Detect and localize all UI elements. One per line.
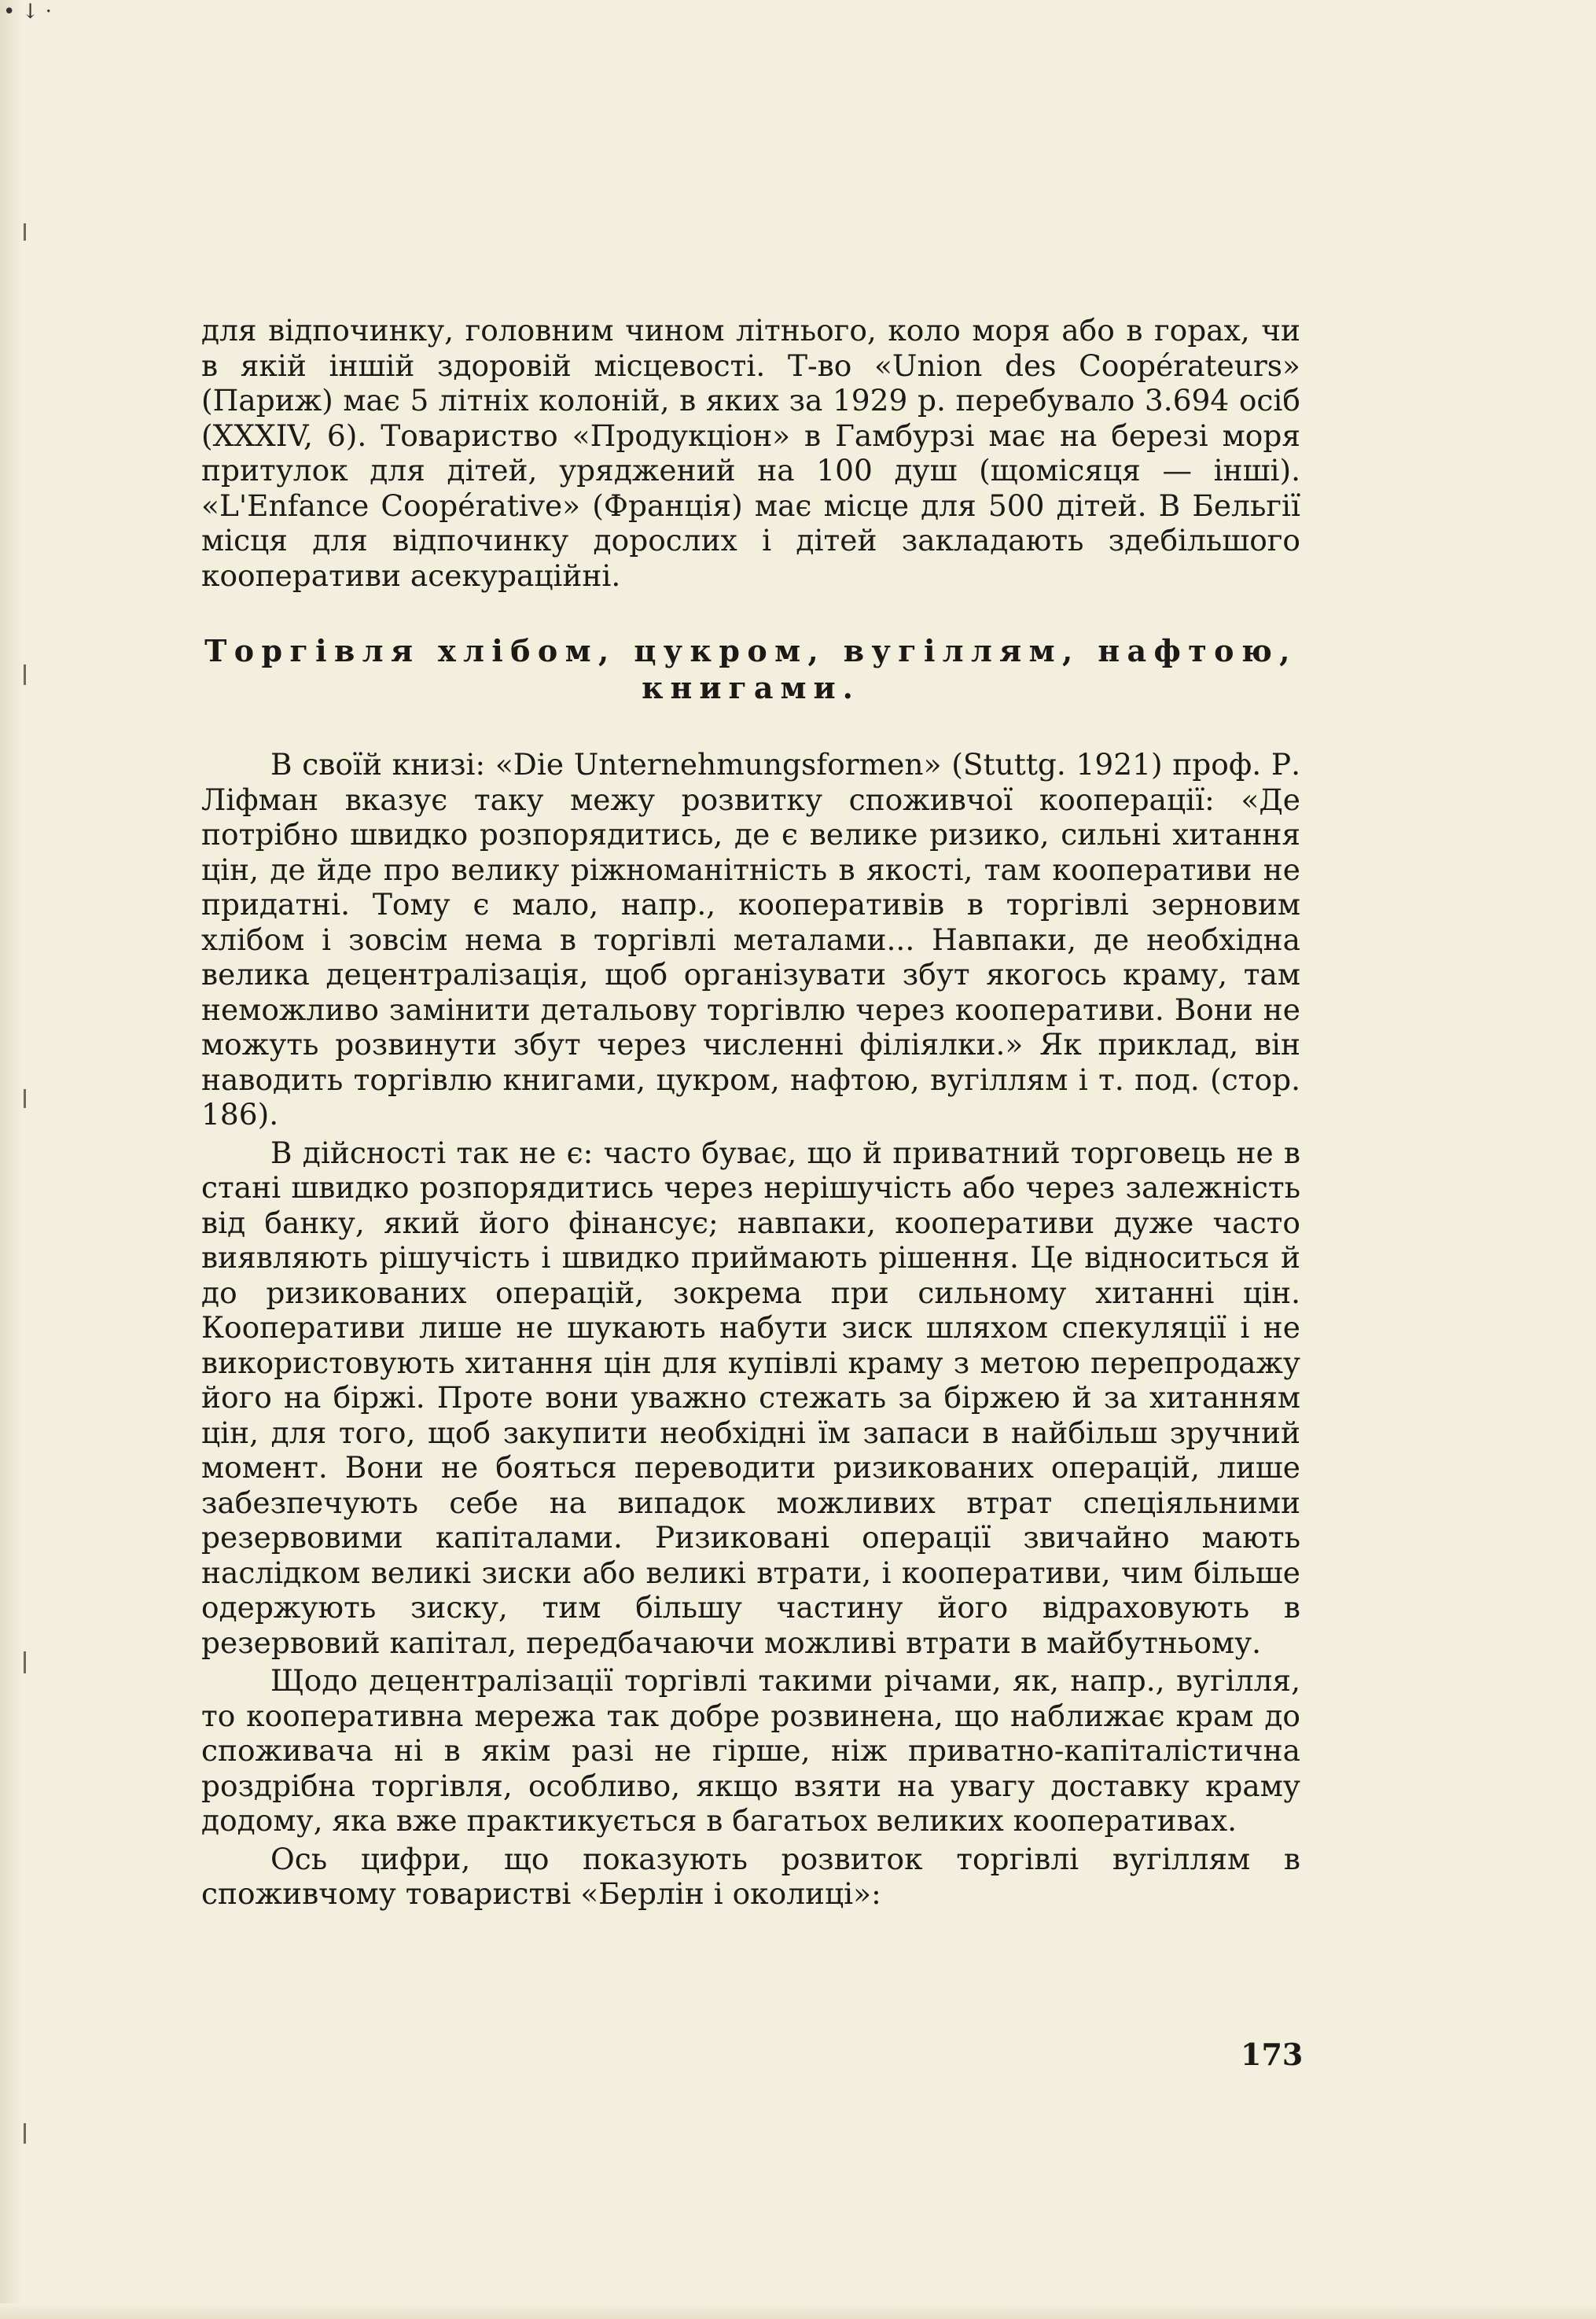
- section-heading-line-2: книгами.: [642, 670, 860, 705]
- paragraph: Ось цифри, що показують розвиток торгівлі вугіллям в споживчому товаристві «Берлін і околиці»:: [201, 1841, 1300, 1911]
- page-left-shadow: [0, 0, 22, 2319]
- margin-tick: [24, 223, 26, 241]
- section-heading-line-1: Торгівля хлібом, цукром, вугіллям, нафтою,: [204, 633, 1297, 668]
- corner-mark: • ↓ ·: [3, 0, 52, 24]
- intro-paragraph: для відпочинку, головним чином літнього, коло моря або в горах, чи в якій іншій здоровій місцевості. Т-во «Union des Coopérateurs» (Париж) має 5 літніх колоній, в яких за 1929 р. перебувало 3.694 осіб (XXXIV, 6). Товариство «Продукціон» в Гамбурзі має на березі моря притулок для дітей, уряджений на 100 душ (щомісяця — інші). «L'Enfance Coopérative» (Франція) має місце для 500 дітей. В Бельгії місця для відпочинку дорослих і дітей закладають здебільшого кооперативи асекураційні.: [201, 313, 1300, 593]
- margin-tick: [24, 664, 26, 685]
- paragraph: В дійсності так не є: часто буває, що й приватний торговець не в стані швидко розпорядитись через нерішучість або через залежність від банку, який його фінансує; навпаки, кооперативи дуже часто виявляють рішучість і швидко приймають рішення. Це відноситься й до ризикованих операцій, зокрема при сильному хитанні цін. Кооперативи лише не шукають набути зиск шляхом спекуляції і не використовують хитання цін для купівлі краму з метою перепродажу його на біржі. Проте вони уважно стежать за біржею й за хитанням цін, для того, щоб закупити необхідні їм запаси в найбільш зручний момент. Вони не бояться переводити ризикованих операцій, лише забезпечують себе на випадок можливих втрат спеціяльними резервовими капіталами. Ризиковані операції звичайно мають наслідком великі зиски або великі втрати, і кооперативи, чим більше одержують зиску, тим більшу частину його відраховують в резервовий капітал, передбачаючи можливі втрати в майбутньому.: [201, 1135, 1300, 1660]
- intro-paragraph-block: [201, 313, 1300, 593]
- margin-tick: [24, 2123, 26, 2144]
- paragraph: В своїй книзі: «Die Unternehmungsformen» (Stuttg. 1921) проф. Р. Ліфман вказує таку межу розвитку споживчої кооперації: «Де потрібно швидко розпорядитись, де є велике ризико, сильні хитання цін, де йде про велику ріжноманітність в якості, там кооперативи не придатні. Тому є мало, напр., кооперативів в торгівлі зерновим хлібом і зовсім нема в торгівлі металами... Навпаки, де необхідна велика децентралізація, щоб організувати збут якогось краму, там неможливо замінити детальову торгівлю через кооперативи. Вони не можуть розвинути збут через численні філіялки.» Як приклад, він наводить торгівлю книгами, цукром, нафтою, вугіллям і т. под. (стор. 186).: [201, 747, 1300, 1132]
- margin-tick: [24, 1089, 26, 1108]
- page-bottom-shadow: [0, 2303, 1596, 2319]
- section-heading: [201, 632, 1300, 706]
- paragraph: Щодо децентралізації торгівлі такими річами, як, напр., вугілля, то кооперативна мережа так добре розвинена, що наближає крам до споживача ні в якім разі не гірше, ніж приватно-капіталістична роздрібна торгівля, особливо, якщо взяти на увагу доставку краму додому, яка вже практикується в багатьох великих кооперативах.: [201, 1663, 1300, 1838]
- margin-tick: [24, 1651, 26, 1673]
- page-number: 173: [1241, 2037, 1304, 2072]
- body-text: [201, 747, 1300, 1912]
